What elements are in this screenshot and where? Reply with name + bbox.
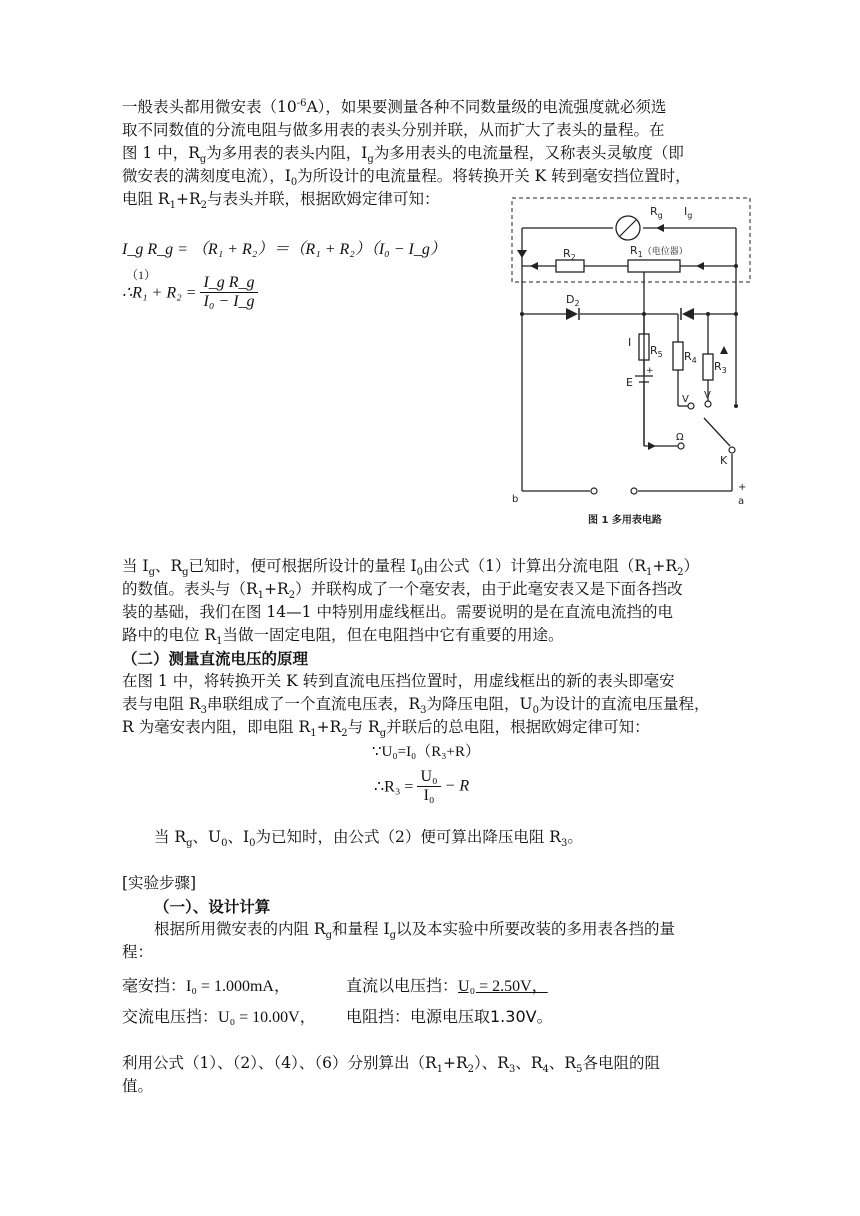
intro-line-1: 一般表头都用微安表$(10^{-6}A)$，如果要测量各种不同数量级的电流强度就必须选 — [122, 97, 667, 116]
diode-icon — [682, 308, 694, 320]
range-ma-label: 毫安挡： — [122, 976, 187, 995]
label-r2: $R_2$ — [563, 247, 576, 262]
terminal-v-ac — [688, 403, 694, 409]
equation-1-number: （1） — [126, 268, 157, 282]
equation-1-numerator: I_g R_g — [200, 274, 257, 293]
label-e-plus: + — [646, 366, 654, 376]
dcv-line-2: 表与电阻 $R_3$串联组成了一个直流电压表，$R_3$为降压电阻，$U_0$为设计的直流电压量程， — [122, 695, 710, 717]
label-k: K — [720, 454, 728, 467]
r3-resistor — [703, 354, 713, 380]
label-r4: $R_4$ — [684, 350, 697, 365]
paragraph-shunt — [122, 555, 740, 647]
final-line-2: 值。 — [122, 1077, 154, 1095]
equation-2-fraction — [417, 768, 440, 805]
range-dc-value: U₀ = 2.50V， — [458, 978, 548, 995]
final-line-1: 利用公式（1）、（2）、（4）、（6）分别算出$(R_1+R_2)$、$R_3$、$R_4$、$R_5$各电阻的阻 — [122, 1054, 660, 1076]
ranges-row-2 — [122, 1004, 316, 1027]
dcv-line-3: R 为毫安表内阻，即电阻 $R_1+R_2$与 $R_g$并联后的总电阻，根据欧姆定律可知： — [122, 718, 650, 740]
terminal-v-dc — [705, 401, 711, 407]
range-ma-value: I₀ = 1.000mA， — [186, 978, 290, 995]
terminal-mid — [631, 488, 637, 494]
terminal-b — [591, 488, 597, 494]
section-dc-voltage-heading: （二）测量直流电压的原理 — [122, 649, 309, 668]
label-ohm: Ω — [676, 432, 684, 443]
range-ac-value: U₀ = 10.00V， — [218, 1009, 316, 1026]
range-ohm-label: 电阻挡：电源电压取1.30V。 — [346, 1007, 553, 1026]
paragraph-intro — [122, 96, 740, 211]
steps-line-2: 程： — [122, 943, 154, 961]
steps-subheading: （一）、设计计算 — [154, 897, 271, 916]
label-i: I — [628, 336, 632, 349]
label-r3: $R_3$ — [714, 360, 727, 375]
equation-2-numerator: U₀ — [417, 768, 440, 787]
steps-heading: [实验步骤] — [122, 874, 197, 892]
shunt-line-4: 路中的电位 $R_1$当做一固定电阻，但在电阻挡中它有重要的用途。 — [122, 626, 564, 648]
shunt-line-2: 的数值。表头与$(R_1+R_2)$并联构成了一个毫安表，由于此毫安表又是下面各挡改 — [122, 580, 683, 602]
range-dc-label: 直流以电压挡： — [346, 976, 459, 995]
label-a: a — [738, 496, 745, 507]
label-b: b — [512, 494, 519, 505]
paragraph-dc-voltage — [122, 670, 740, 739]
label-e: E — [626, 376, 633, 389]
range-ac-label: 交流电压挡： — [122, 1007, 219, 1026]
intro-line-5: 电阻 $R_1+R_2$与表头并联，根据欧姆定律可知： — [122, 190, 440, 212]
shunt-line-3: 装的基础，我们在图 14—1 中特别用虚线框出。需要说明的是在直流电流挡的电 — [122, 603, 673, 621]
dcv-line-1: 在图 1 中，将转换开关 K 转到直流电压挡位置时，用虚线框出的新的表头即毫安 — [122, 672, 675, 690]
terminal-ohm — [678, 443, 684, 449]
equation-1-therefore: ∴R₁ + R₂ = — [122, 284, 197, 302]
label-r1: $R_1^{(电位器)}$ — [630, 244, 688, 259]
r4-resistor — [673, 342, 683, 370]
label-v-dc: V — [704, 390, 711, 401]
equation-1-line-1: I_g R_g = （R₁ + R₂）＝（R₁ + R₂）（I₀ − I_g） — [122, 241, 446, 258]
ranges-row-1 — [122, 973, 290, 996]
steps-paragraph — [122, 918, 740, 964]
equation-1-denominator: I₀ − I_g — [203, 293, 255, 310]
equation-2-tail: − R — [444, 777, 470, 795]
intro-line-3: 图 1 中，$R_g$为多用表的表头内阻，$I_g$为多用表头的电流量程，又称表头灵敏度（即 — [122, 144, 684, 166]
equation-2-denominator: I₀ — [423, 787, 435, 804]
label-a-plus: + — [738, 482, 747, 493]
equation-1-fraction — [200, 274, 257, 311]
ranges-row-1b — [346, 973, 548, 996]
intro-line-4: 微安表的满刻度电流），$I_0$为所设计的电流量程。将转换开关 K 转到毫安挡位置时， — [122, 167, 691, 189]
paragraph-r3: 当 $R_g$、$U_0$、$I_0$为已知时，由公式（2）便可算出降压电阻 $R_3$。 — [154, 828, 583, 850]
shunt-line-1: 当 $I_g$、$R_g$已知时，便可根据所设计的量程 $I_0$由公式（1）计算出分流电阻$(R_1+R_2)$ — [122, 557, 699, 579]
figure-caption: 图 1 多用表电路 — [588, 515, 662, 526]
paragraph-final — [122, 1052, 740, 1098]
equation-1-line-2 — [122, 274, 258, 311]
equation-2-therefore: ∴R₃ = — [374, 778, 414, 796]
label-d2: $D_2$ — [566, 293, 580, 308]
multimeter-circuit-diagram — [508, 196, 758, 528]
ranges-row-2b — [346, 1004, 553, 1027]
terminal-k — [729, 447, 735, 453]
diode-d2-icon — [566, 308, 578, 320]
r1-potentiometer — [628, 260, 680, 272]
intro-line-2: 取不同数值的分流电阻与做多用表的表头分别并联，从而扩大了表头的量程。在 — [122, 121, 665, 139]
label-r5: $R_5$ — [650, 344, 663, 359]
label-v-ac: V — [682, 394, 689, 405]
steps-line-1: 根据所用微安表的内阻 $R_g$和量程 $I_g$以及本实验中所要改装的多用表各挡的量 — [154, 920, 675, 942]
equation-2-line-2 — [374, 768, 469, 805]
label-ig: $I_g$ — [684, 205, 693, 220]
equation-2-line-1: ∵U₀=I₀（R₃+R） — [372, 744, 480, 760]
label-rg: $R_g$ — [650, 205, 663, 220]
